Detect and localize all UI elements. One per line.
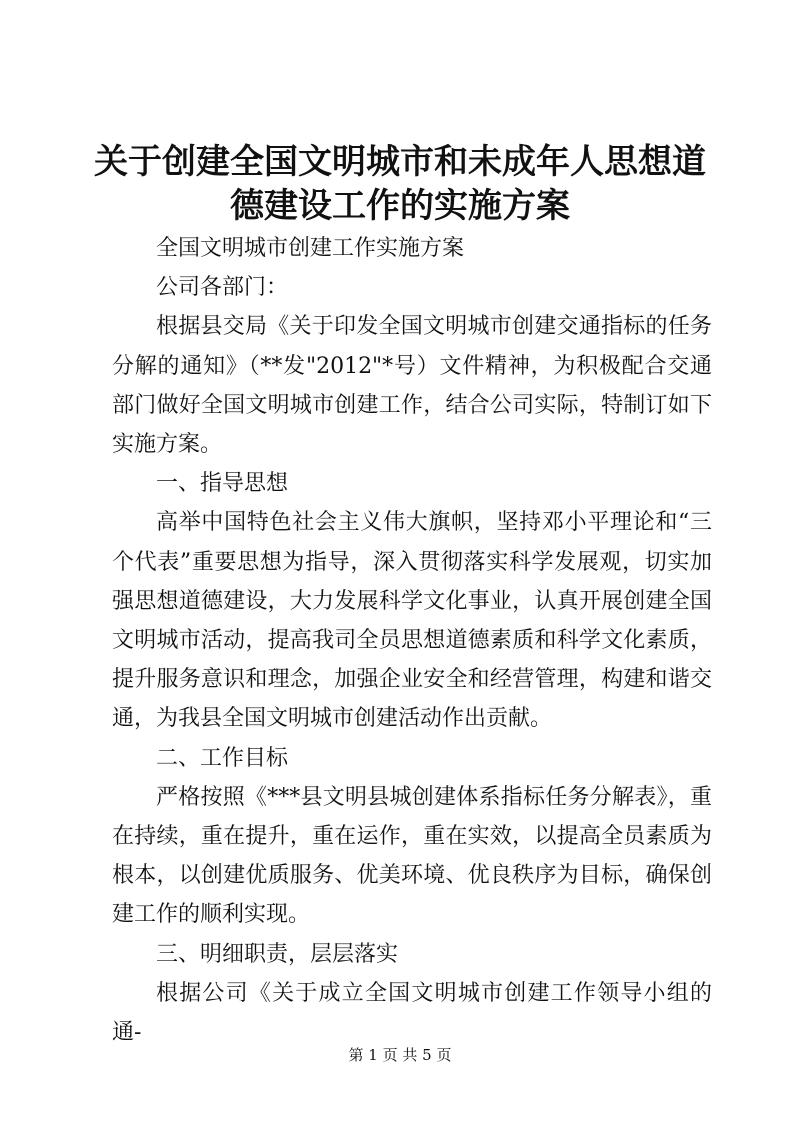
- section-heading-work-goals: 二、工作目标: [156, 745, 289, 771]
- document-body: [112, 229, 712, 1052]
- guiding-thought-paragraph: 高举中国特色社会主义伟大旗帜，坚持邓小平理论和“三个代表”重要思想为指导，深入贯彻落实科学发展观，切实加强思想道德建设，大力发展科学文化事业，认真开展创建全国文明城市活动，提高我司全员思想道德素质和科学文化素质，提升服务意识和理念，加强企业安全和经营管理，构建和谐交通，为我县全国文明城市创建活动作出贡献。: [112, 510, 712, 732]
- section-heading-guiding-thought: 一、指导思想: [156, 471, 289, 497]
- subtitle-paragraph: 全国文明城市创建工作实施方案: [156, 236, 465, 261]
- responsibilities-paragraph: 根据公司《关于成立全国文明城市创建工作领导小组的通-: [112, 980, 712, 1046]
- document-title: 关于创建全国文明城市和未成年人思想道德建设工作的实施方案: [94, 142, 706, 226]
- section-heading-responsibilities: 三、明细职责，层层落实: [156, 941, 399, 967]
- salutation-paragraph: 公司各部门：: [156, 275, 289, 301]
- work-goals-paragraph: 严格按照《***县文明县城创建体系指标任务分解表》，重在持续，重在提升，重在运作，重在实效，以提高全员素质为根本，以创建优质服务、优美环境、优良秩序为目标，确保创建工作的顺利实现。: [112, 784, 712, 928]
- page-number-footer: 第 1 页 共 5 页: [348, 1046, 452, 1064]
- intro-paragraph: 根据县交局《关于印发全国文明城市创建交通指标的任务分解的通知》（**发"2012"*号）文件精神，为积极配合交通部门做好全国文明城市创建工作，结合公司实际，特制订如下实施方案。: [112, 314, 712, 458]
